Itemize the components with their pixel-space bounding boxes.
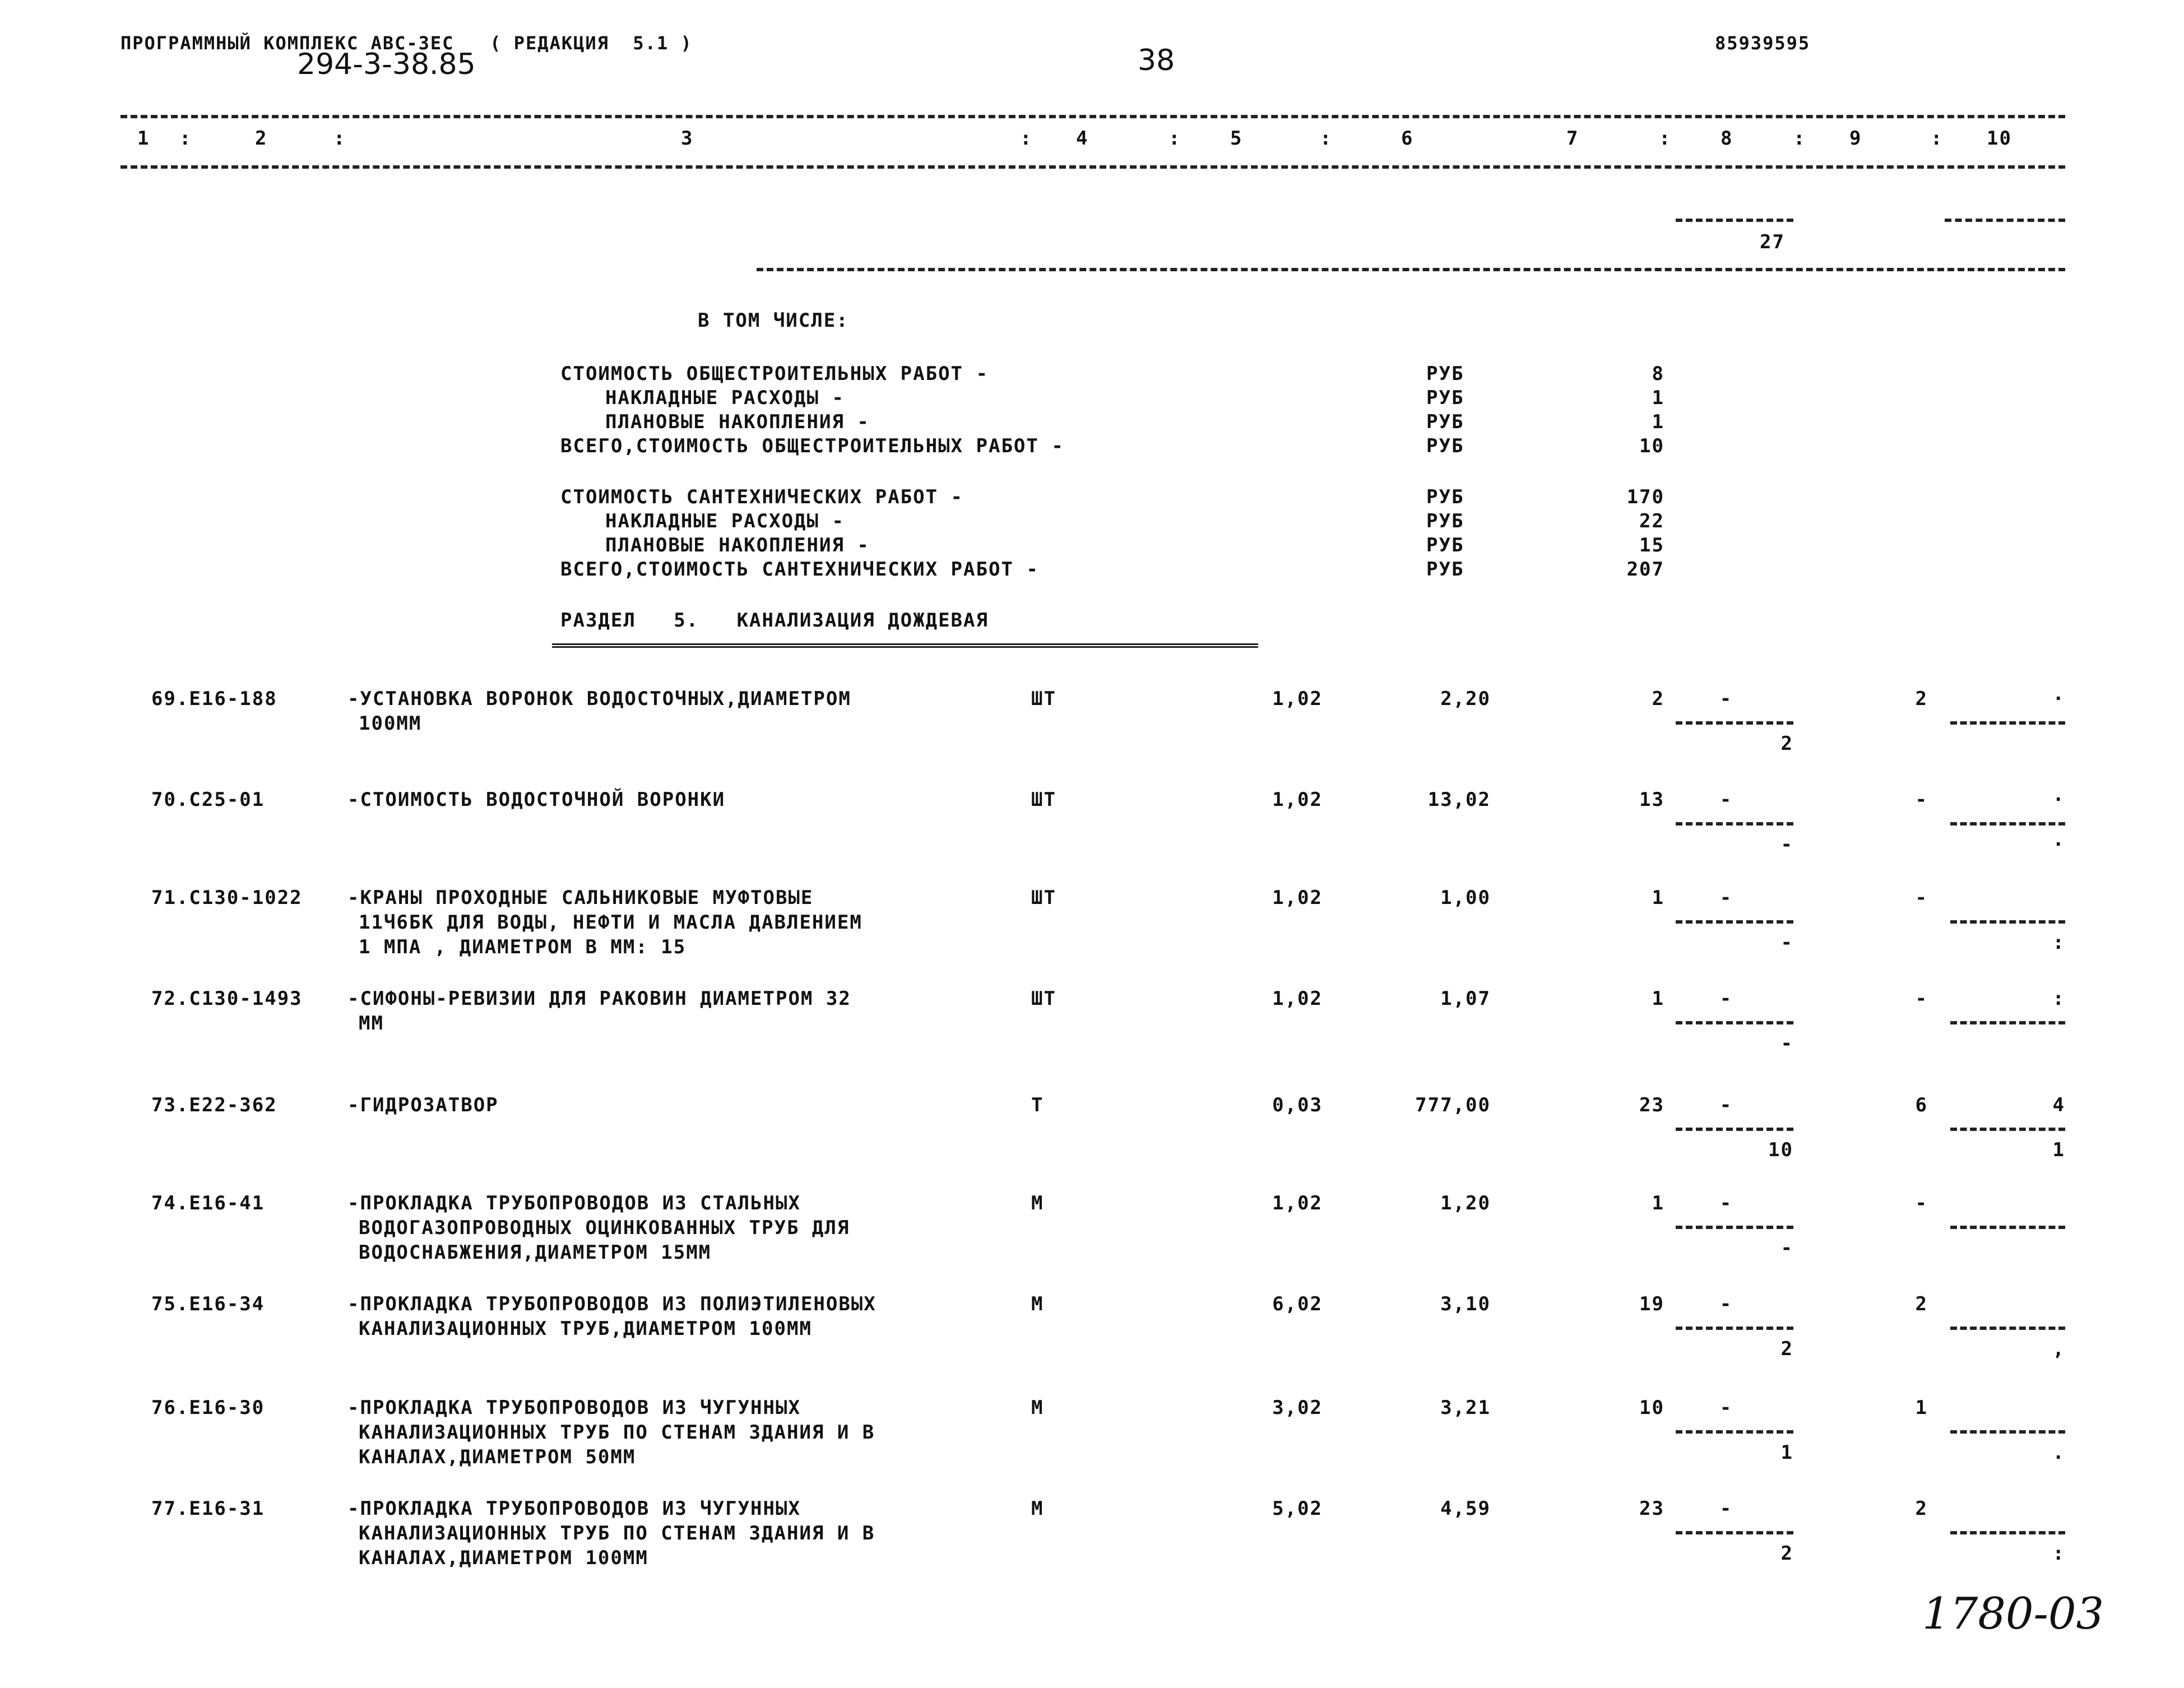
summary-label: ПЛАНОВЫЕ НАКОПЛЕНИЯ - (605, 534, 870, 557)
summary-value: 170 (1626, 486, 1664, 508)
row-col10-bottom: , (2052, 1338, 2065, 1360)
row-description: -ГИДРОЗАТВОР (347, 1094, 499, 1116)
row-description: КАНАЛИЗАЦИОННЫХ ТРУБ ПО СТЕНАМ ЗДАНИЯ И В (359, 1421, 875, 1444)
header-rule-bottom (120, 165, 2065, 169)
row-col8-bottom: 1 (1780, 1441, 1793, 1464)
row-col8-bottom: 2 (1780, 1542, 1793, 1565)
row-col9: - (1915, 987, 1928, 1010)
row-code: 77.Е16-31 (151, 1497, 265, 1520)
row-col9: - (1915, 887, 1928, 909)
row-col10-bottom: : (2052, 1542, 2065, 1565)
row-unit: ШТ (1031, 688, 1056, 710)
row-col10-top: · (2052, 789, 2065, 811)
row-price: 2,20 (1440, 688, 1491, 710)
sheet-code: 1780-03 (1922, 1589, 2104, 1639)
row-price: 3,10 (1440, 1293, 1491, 1315)
row-total: 23 (1639, 1497, 1664, 1520)
column-header-cell: 9 (1849, 127, 1862, 150)
column-header-cell: 7 (1566, 127, 1579, 150)
row-price: 3,21 (1440, 1397, 1491, 1419)
row-col8-rule (1676, 822, 1793, 826)
summary-label: ВСЕГО,СТОИМОСТЬ ОБЩЕСТРОИТЕЛЬНЫХ РАБОТ - (560, 435, 1064, 457)
row-col10-bottom: · (2052, 833, 2065, 856)
row-quantity: 1,02 (1272, 789, 1323, 811)
row-description: КАНАЛИЗАЦИОННЫХ ТРУБ ПО СТЕНАМ ЗДАНИЯ И В (359, 1522, 875, 1545)
summary-value: 15 (1639, 534, 1664, 557)
row-col8-bottom: - (1780, 1032, 1793, 1055)
row-description: -ПРОКЛАДКА ТРУБОПРОВОДОВ ИЗ ЧУГУННЫХ (347, 1397, 801, 1419)
column-header-cell: 1 (137, 127, 150, 150)
row-description: -ПРОКЛАДКА ТРУБОПРОВОДОВ ИЗ СТАЛЬНЫХ (347, 1192, 801, 1214)
row-col10-rule (1950, 920, 2065, 924)
summary-unit: РУБ (1426, 435, 1464, 457)
row-col8-top: - (1719, 1293, 1733, 1315)
row-description: 1 МПА , ДИАМЕТРОМ В ММ: 15 (359, 936, 687, 958)
column-header-cell: : (1020, 127, 1033, 150)
summary-unit: РУБ (1426, 510, 1464, 532)
row-col10-bottom: 1 (2052, 1139, 2065, 1161)
summary-label: ПЛАНОВЫЕ НАКОПЛЕНИЯ - (605, 411, 870, 433)
row-col9: - (1915, 789, 1928, 811)
row-description: -СТОИМОСТЬ ВОДОСТОЧНОЙ ВОРОНКИ (347, 789, 726, 811)
row-col10-rule (1950, 1430, 2065, 1434)
row-quantity: 6,02 (1272, 1293, 1323, 1315)
row-description: -СИФОНЫ-РЕВИЗИИ ДЛЯ РАКОВИН ДИАМЕТРОМ 32 (347, 987, 851, 1010)
row-col8-top: - (1719, 987, 1733, 1010)
document-code: 294-3-38.85 (297, 48, 476, 81)
summary-label: НАКЛАДНЫЕ РАСХОДЫ - (605, 387, 845, 409)
row-col9: 2 (1915, 1497, 1928, 1520)
column-header-cell: 5 (1230, 127, 1243, 150)
row-col8-bottom: 10 (1768, 1139, 1793, 1161)
row-col8-rule (1676, 1327, 1793, 1330)
column-header-cell: 2 (255, 127, 268, 150)
row-code: 74.Е16-41 (151, 1192, 265, 1214)
column-header-cell: 4 (1076, 127, 1089, 150)
row-description: -ПРОКЛАДКА ТРУБОПРОВОДОВ ИЗ ПОЛИЭТИЛЕНОВЫХ (347, 1293, 877, 1315)
row-price: 1,07 (1440, 987, 1491, 1010)
row-col10-bottom: . (2052, 1441, 2065, 1464)
subtotal-rule-long (757, 268, 2065, 271)
row-description: ММ (359, 1012, 384, 1035)
row-description: ВОДОГАЗОПРОВОДНЫХ ОЦИНКОВАННЫХ ТРУБ ДЛЯ (359, 1217, 850, 1239)
row-col8-top: - (1719, 1192, 1733, 1214)
column-header-cell: : (1320, 127, 1333, 150)
row-col8-rule (1676, 1128, 1793, 1131)
summary-label: ВСЕГО,СТОИМОСТЬ САНТЕХНИЧЕСКИХ РАБОТ - (560, 558, 1039, 581)
row-total: 13 (1639, 789, 1664, 811)
row-price: 777,00 (1415, 1094, 1491, 1116)
row-col8-top: - (1719, 789, 1733, 811)
subtotal-col8: 27 (1760, 231, 1785, 253)
summary-unit: РУБ (1426, 534, 1464, 557)
row-description: -УСТАНОВКА ВОРОНОК ВОДОСТОЧНЫХ,ДИАМЕТРОМ (347, 688, 851, 710)
summary-unit: РУБ (1426, 411, 1464, 433)
row-unit: Т (1031, 1094, 1044, 1116)
row-code: 75.Е16-34 (151, 1293, 265, 1315)
summary-value: 10 (1639, 435, 1664, 457)
summary-value: 207 (1626, 558, 1664, 581)
summary-value: 8 (1652, 363, 1664, 385)
summary-label: СТОИМОСТЬ САНТЕХНИЧЕСКИХ РАБОТ - (560, 486, 964, 508)
row-code: 70.С25-01 (151, 789, 265, 811)
row-col8-top: - (1719, 688, 1733, 710)
row-col9: 6 (1915, 1094, 1928, 1116)
row-unit: М (1031, 1192, 1044, 1214)
row-price: 1,00 (1440, 887, 1491, 909)
row-col9: - (1915, 1192, 1928, 1214)
summary-value: 1 (1652, 411, 1664, 433)
summary-unit: РУБ (1426, 387, 1464, 409)
row-total: 10 (1639, 1397, 1664, 1419)
row-col8-bottom: - (1780, 931, 1793, 954)
row-col8-rule (1676, 1531, 1793, 1534)
row-col8-rule (1676, 1226, 1793, 1229)
row-col10-top: 4 (2052, 1094, 2065, 1116)
row-code: 76.Е16-30 (151, 1397, 265, 1419)
subtotal-rule-col10 (1945, 219, 2065, 222)
column-header-cell: : (179, 127, 192, 150)
row-total: 1 (1652, 887, 1664, 909)
column-header-cell: 10 (1987, 127, 2012, 150)
record-code: 85939595 (1715, 33, 1811, 54)
row-quantity: 5,02 (1272, 1497, 1323, 1520)
row-quantity: 1,02 (1272, 887, 1323, 909)
row-description: ВОДОСНАБЖЕНИЯ,ДИАМЕТРОМ 15ММ (359, 1241, 712, 1264)
row-col8-rule (1676, 1430, 1793, 1434)
row-unit: ШТ (1031, 789, 1056, 811)
row-col8-bottom: 2 (1780, 1338, 1793, 1360)
row-col8-rule (1676, 920, 1793, 924)
row-col8-rule (1676, 1021, 1793, 1024)
row-col8-top: - (1719, 887, 1733, 909)
row-unit: М (1031, 1397, 1044, 1419)
row-total: 2 (1652, 688, 1664, 710)
row-col9: 2 (1915, 688, 1928, 710)
row-unit: ШТ (1031, 887, 1056, 909)
row-quantity: 1,02 (1272, 1192, 1323, 1214)
summary-unit: РУБ (1426, 558, 1464, 581)
column-header-cell: : (1659, 127, 1672, 150)
summary-title: В ТОМ ЧИСЛЕ: (698, 309, 849, 332)
row-total: 1 (1652, 1192, 1664, 1214)
row-description: КАНАЛАХ,ДИАМЕТРОМ 50ММ (359, 1446, 636, 1468)
row-col8-top: - (1719, 1397, 1733, 1419)
row-code: 72.С130-1493 (151, 987, 303, 1010)
subtotal-rule-col8 (1676, 219, 1793, 222)
row-description: КАНАЛИЗАЦИОННЫХ ТРУБ,ДИАМЕТРОМ 100ММ (359, 1318, 812, 1340)
row-col9: 2 (1915, 1293, 1928, 1315)
row-quantity: 0,03 (1272, 1094, 1323, 1116)
row-col10-top: · (2052, 688, 2065, 710)
row-col10-rule (1950, 1327, 2065, 1330)
row-quantity: 1,02 (1272, 987, 1323, 1010)
row-price: 1,20 (1440, 1192, 1491, 1214)
row-col8-top: - (1719, 1094, 1733, 1116)
row-description: 100ММ (359, 712, 422, 735)
summary-value: 22 (1639, 510, 1664, 532)
row-code: 71.С130-1022 (151, 887, 303, 909)
row-unit: М (1031, 1293, 1044, 1315)
row-code: 69.Е16-188 (151, 688, 277, 710)
row-col10-top: : (2052, 987, 2065, 1010)
row-col10-rule (1950, 1531, 2065, 1534)
column-header-cell: : (1931, 127, 1944, 150)
row-quantity: 1,02 (1272, 688, 1323, 710)
page-number: 38 (1138, 44, 1175, 77)
row-code: 73.Е22-362 (151, 1094, 277, 1116)
summary-label: СТОИМОСТЬ ОБЩЕСТРОИТЕЛЬНЫХ РАБОТ - (560, 363, 989, 385)
program-title: ПРОГРАММНЫЙ КОМПЛЕКС АВС-ЗЕС ( РЕДАКЦИЯ 5.1 ) (120, 33, 693, 54)
row-description: -КРАНЫ ПРОХОДНЫЕ САЛЬНИКОВЫЕ МУФТОВЫЕ (347, 887, 814, 909)
row-col10-bottom: : (2052, 931, 2065, 954)
summary-label: НАКЛАДНЫЕ РАСХОДЫ - (605, 510, 845, 532)
row-col9: 1 (1915, 1397, 1928, 1419)
row-total: 23 (1639, 1094, 1664, 1116)
section-underline (552, 643, 1258, 648)
row-description: -ПРОКЛАДКА ТРУБОПРОВОДОВ ИЗ ЧУГУННЫХ (347, 1497, 801, 1520)
row-col8-bottom: - (1780, 1237, 1793, 1259)
summary-unit: РУБ (1426, 363, 1464, 385)
row-total: 1 (1652, 987, 1664, 1010)
row-col10-rule (1950, 721, 2065, 725)
column-header-cell: 3 (681, 127, 694, 150)
column-header-cell: : (1168, 127, 1181, 150)
row-col10-rule (1950, 1128, 2065, 1131)
summary-value: 1 (1652, 387, 1664, 409)
column-header-cell: 8 (1721, 127, 1733, 150)
row-total: 19 (1639, 1293, 1664, 1315)
row-col8-bottom: - (1780, 833, 1793, 856)
row-description: КАНАЛАХ,ДИАМЕТРОМ 100ММ (359, 1547, 648, 1569)
column-header-cell: 6 (1401, 127, 1414, 150)
header-rule-top (120, 115, 2065, 118)
row-col8-rule (1676, 721, 1793, 725)
row-col8-top: - (1719, 1497, 1733, 1520)
summary-unit: РУБ (1426, 486, 1464, 508)
row-quantity: 3,02 (1272, 1397, 1323, 1419)
section-title: РАЗДЕЛ 5. КАНАЛИЗАЦИЯ ДОЖДЕВАЯ (560, 609, 989, 632)
row-col10-rule (1950, 822, 2065, 826)
row-unit: М (1031, 1497, 1044, 1520)
row-col10-rule (1950, 1226, 2065, 1229)
column-header-cell: : (1793, 127, 1806, 150)
row-col10-rule (1950, 1021, 2065, 1024)
column-header-cell: : (333, 127, 346, 150)
row-price: 13,02 (1427, 789, 1491, 811)
row-description: 11Ч6БК ДЛЯ ВОДЫ, НЕФТИ И МАСЛА ДАВЛЕНИЕМ (359, 911, 863, 934)
row-price: 4,59 (1440, 1497, 1491, 1520)
row-col8-bottom: 2 (1780, 732, 1793, 755)
row-unit: ШТ (1031, 987, 1056, 1010)
